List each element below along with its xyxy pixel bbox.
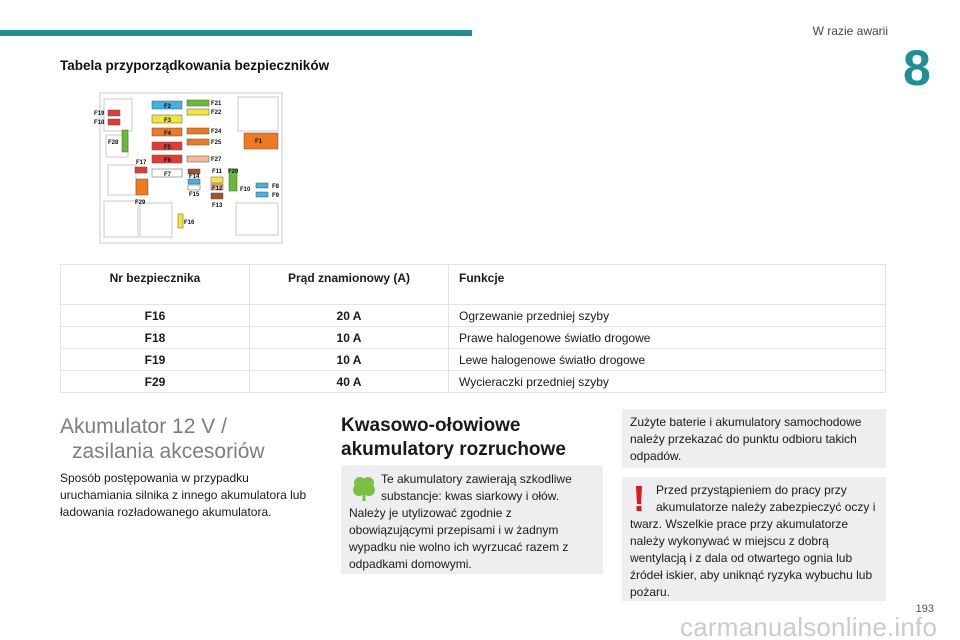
- fuse-f19: [108, 110, 120, 116]
- fuse-f29: [136, 179, 148, 195]
- table-row: [61, 327, 886, 349]
- fuse-f17: [135, 167, 147, 173]
- fuse-box-slot-bottom-mid: [140, 203, 172, 237]
- fuse-table-title: Tabela przyporządkowania bezpieczników: [60, 58, 330, 73]
- lead-acid-title: Kwasowo-ołowiowe akumulatory rozruchowe: [341, 415, 566, 460]
- fuse-function: Prawe halogenowe światło drogowe: [449, 327, 886, 349]
- table-row: [61, 371, 886, 393]
- warning-line1: Przed przystąpieniem do pracy przy: [656, 483, 847, 497]
- label-f1: F1: [255, 139, 263, 145]
- fuse-number: F19: [61, 349, 250, 371]
- fuse-f25: [187, 139, 209, 145]
- fuse-f27: [187, 156, 209, 162]
- label-f28: F28: [108, 140, 119, 146]
- fuse-table: [60, 264, 886, 393]
- label-f21: F21: [211, 101, 222, 107]
- fuse-number: F18: [61, 327, 250, 349]
- fuse-box-slot-bottom-left: [104, 201, 138, 237]
- fuse-f20: [211, 177, 223, 183]
- fuse-current: 40 A: [250, 371, 449, 393]
- label-f9: F9: [272, 193, 280, 199]
- label-f22: F22: [211, 110, 222, 116]
- exclamation-icon: [634, 486, 644, 512]
- battery-title-line2: zasilania akcesoriów: [72, 440, 265, 463]
- label-f12: F12: [212, 186, 223, 192]
- fuse-f18: [108, 119, 120, 125]
- fuse-f28: [122, 130, 128, 152]
- label-f5: F5: [164, 145, 172, 151]
- label-f18: F18: [94, 120, 105, 126]
- fuse-current: 10 A: [250, 327, 449, 349]
- label-f6: F6: [164, 158, 172, 164]
- fuse-function: Ogrzewanie przedniej szyby: [449, 305, 886, 327]
- label-f7: F7: [164, 172, 172, 178]
- tree-icon: [352, 474, 376, 502]
- label-f24: F24: [211, 129, 222, 135]
- fuse-number: F16: [61, 305, 250, 327]
- fuse-box-slot-right-top: [238, 97, 278, 131]
- label-f15: F15: [189, 192, 200, 198]
- fuse-f15: [188, 185, 200, 190]
- label-f17: F17: [136, 160, 147, 166]
- fuse-box-slot-right-bottom: [236, 203, 278, 235]
- warning-note: [622, 477, 886, 601]
- watermark: carmanualsonline.info: [680, 612, 938, 640]
- label-f19: F19: [94, 111, 105, 117]
- fuse-f16: [178, 214, 183, 228]
- fuse-f9: [256, 192, 268, 197]
- fuse-f22: [187, 109, 209, 115]
- label-f29: F29: [135, 200, 146, 206]
- fuse-current: 20 A: [250, 305, 449, 327]
- chapter-number: 8: [903, 40, 931, 96]
- battery-section-title: [60, 414, 320, 464]
- page-number: 193: [915, 603, 934, 615]
- environment-note: [341, 465, 603, 574]
- fuse-f8: [256, 183, 268, 188]
- label-f3: F3: [164, 118, 172, 124]
- label-f8: F8: [272, 184, 280, 190]
- env-note-line2: substancje: kwas siarkowy i ołów.: [381, 489, 560, 503]
- label-f25: F25: [211, 140, 222, 146]
- label-f27: F27: [211, 157, 222, 163]
- warning-line2: akumulatorze należy zabezpieczyć oczy i: [656, 500, 876, 514]
- recycle-note: Zużyte baterie i akumulatory samochodowe należy przekazać do punktu odbioru takich odpadów.: [622, 409, 886, 468]
- battery-intro-text: Sposób postępowania w przypadku uruchamiania silnika z innego akumulatora lub ładowania rozładowanego akumulatora.: [60, 471, 307, 519]
- fuse-number: F29: [61, 371, 250, 393]
- label-f20: F20: [228, 169, 239, 175]
- header-rated-current: Prąd znamionowy (A): [250, 265, 449, 305]
- fuse-f24: [187, 128, 209, 134]
- fuse-current: 10 A: [250, 349, 449, 371]
- table-row: [61, 349, 886, 371]
- section-title: W razie awarii: [812, 24, 888, 38]
- label-f2: F2: [164, 104, 172, 110]
- warning-rest: twarz. Wszelkie prace przy akumulatorze należy wykonywać w miejscu z dobrą wentylacją i z dala od otwartego ognia lub źródeł iskier, aby uniknąć ryzyka wybuchu lub pożaru.: [630, 517, 873, 599]
- label-f10: F10: [240, 187, 251, 193]
- battery-title-line1: Akumulator 12 V /: [60, 415, 227, 438]
- table-header-row: [61, 265, 886, 305]
- env-note-rest: Należy je utylizować zgodnie z obowiązującymi przepisami i w żadnym wypadku nie wolno ich wyrzucać razem z odpadkami domowymi.: [349, 506, 569, 571]
- table-row: [61, 305, 886, 327]
- top-accent-bar: [0, 30, 472, 36]
- header-functions: Funkcje: [449, 265, 886, 305]
- fuse-f21: [187, 100, 209, 106]
- label-f16: F16: [184, 220, 195, 226]
- label-f14: F14: [189, 174, 200, 180]
- label-f4: F4: [164, 131, 172, 137]
- fuse-function: Lewe halogenowe światło drogowe: [449, 349, 886, 371]
- fuse-box-svg: [92, 83, 286, 251]
- fuse-box-diagram: [92, 83, 286, 251]
- fuse-f13: [211, 193, 223, 199]
- header-fuse-number: Nr bezpiecznika: [61, 265, 250, 305]
- fuse-function: Wycieraczki przedniej szyby: [449, 371, 886, 393]
- label-f13: F13: [212, 203, 223, 209]
- fuse-box-slot-mid: [108, 165, 136, 195]
- label-f11: F11: [212, 169, 223, 175]
- env-note-line1: Te akumulatory zawierają szkodliwe: [381, 472, 572, 486]
